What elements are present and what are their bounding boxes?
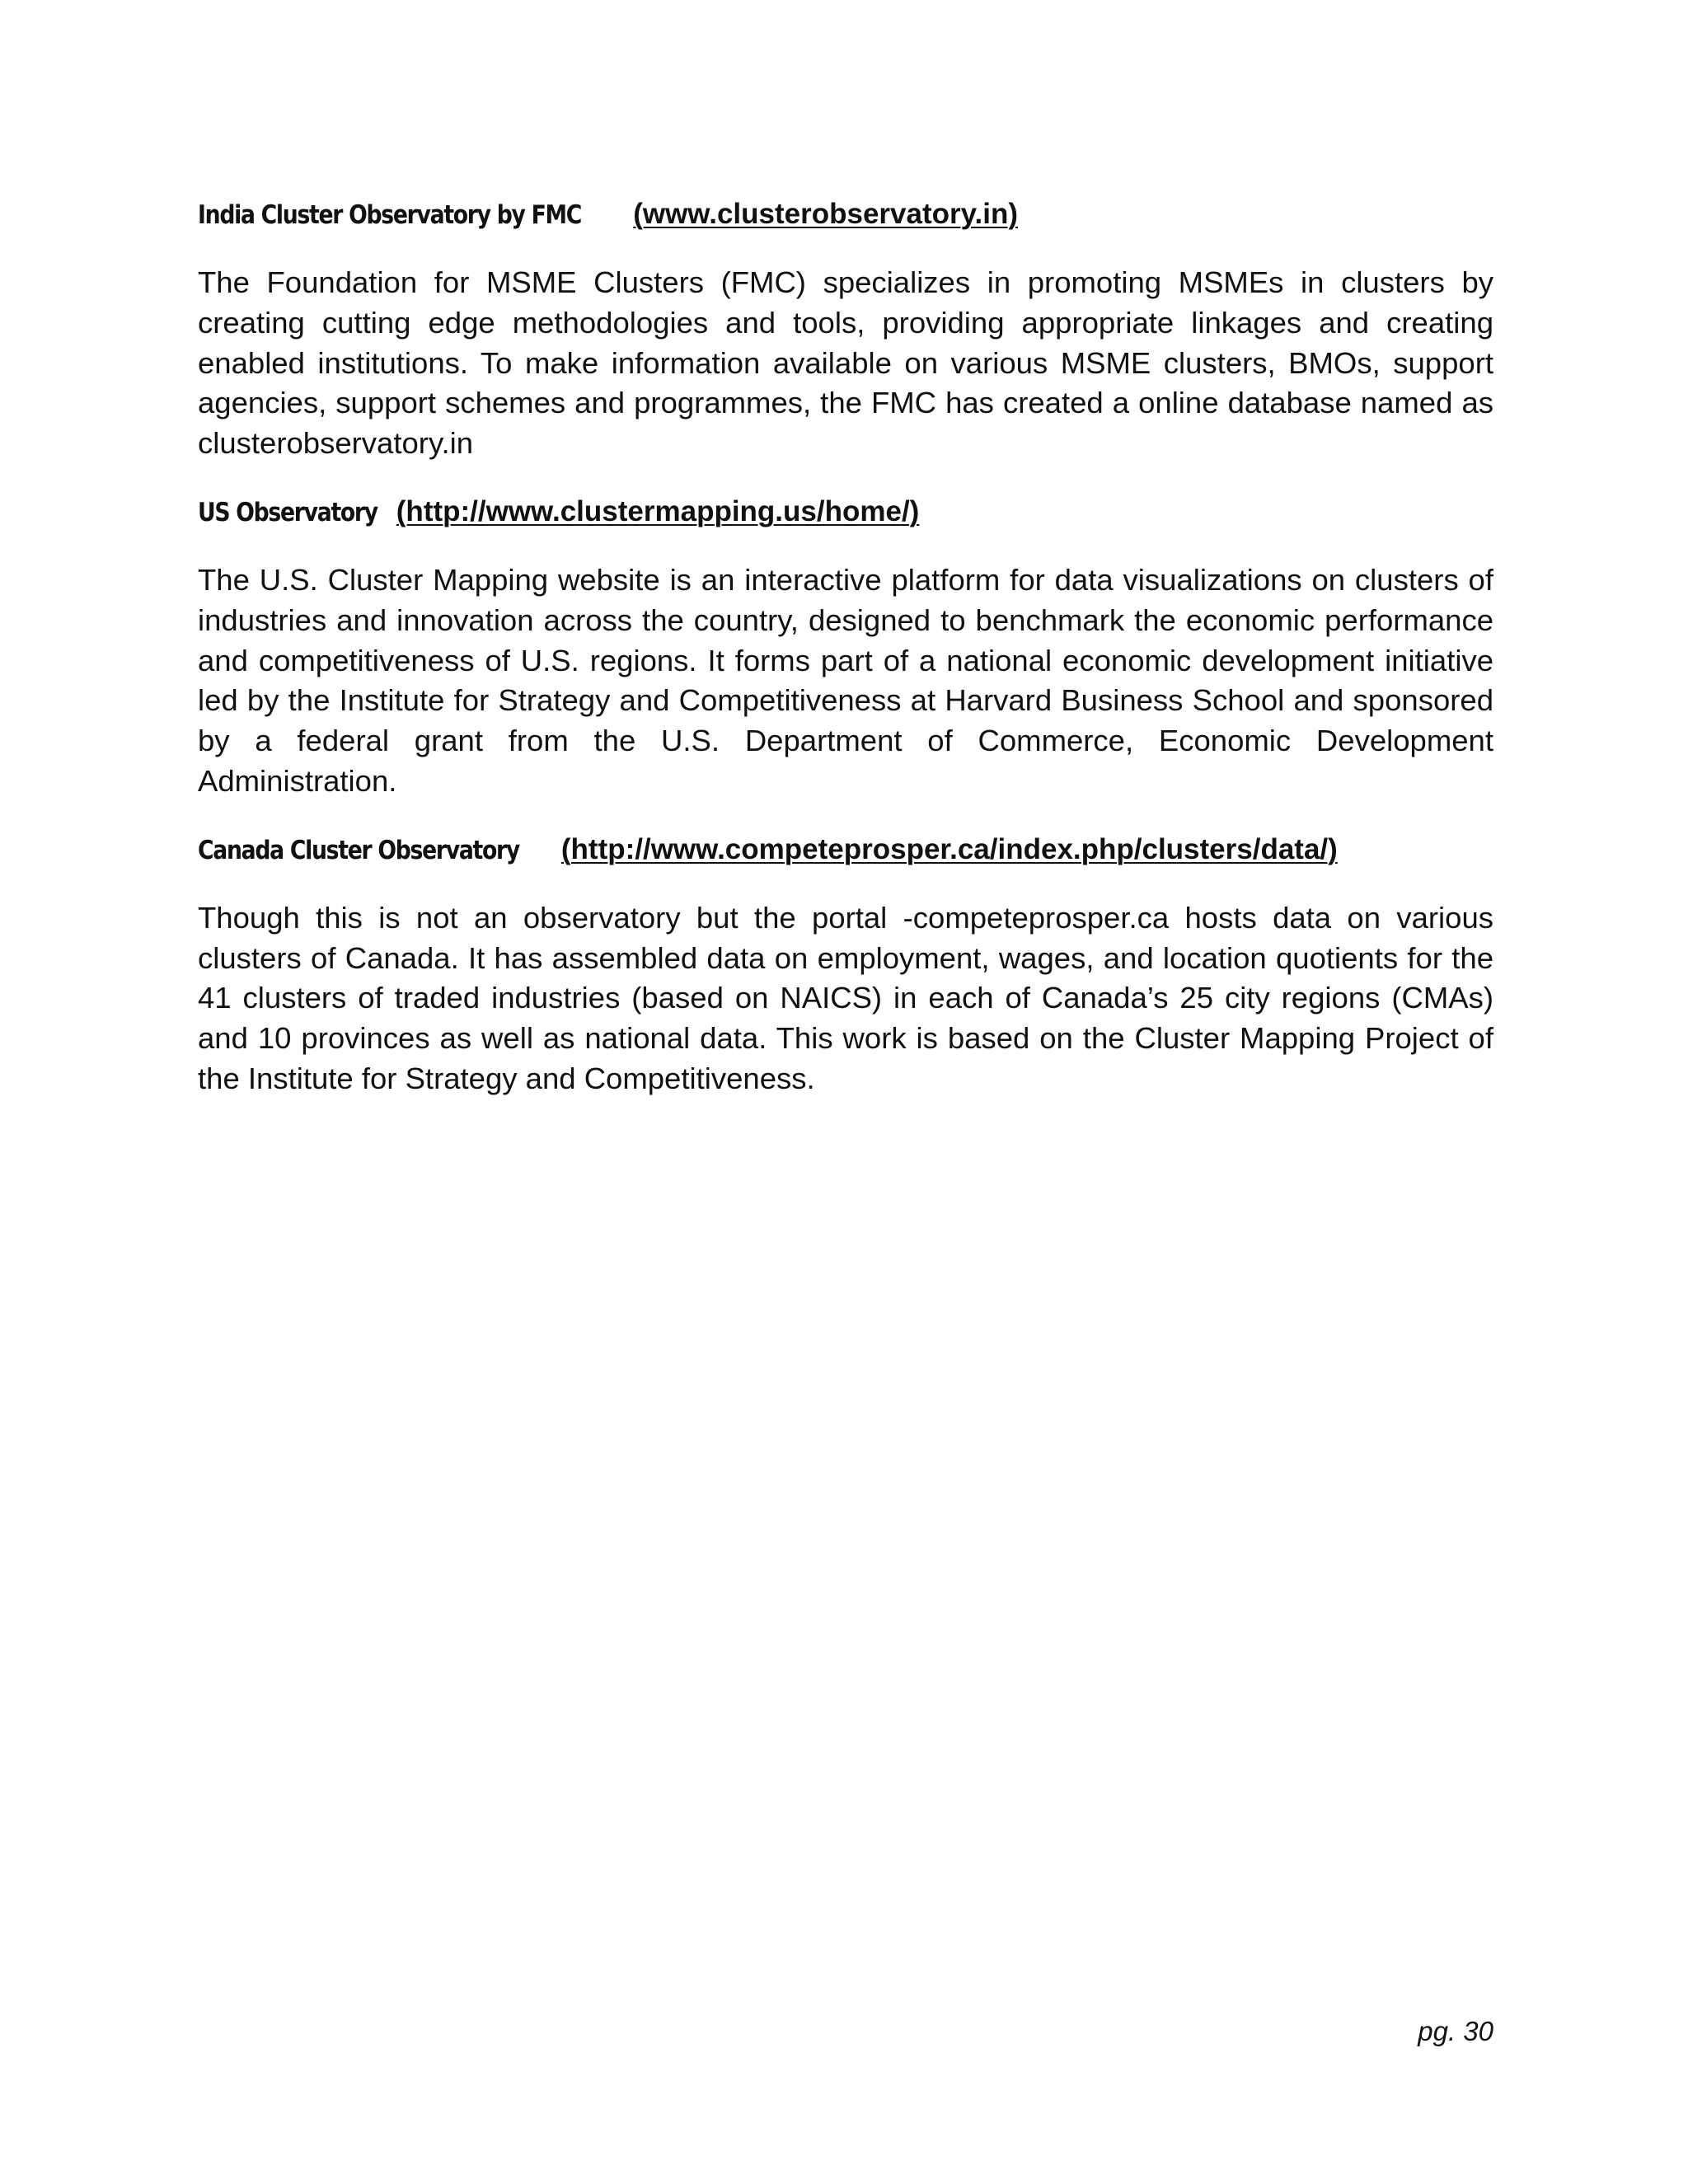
heading-link[interactable]: (http://www.competeprosper.ca/index.php/clusters/data/) bbox=[560, 832, 1338, 865]
section-body: The U.S. Cluster Mapping website is an interactive platform for data visualizations on clusters of industries and innovation across the country, designed to benchmark the economic performance and competitiveness of U.S. regions. It forms part of a national economic development initiative led by the Institute for Strategy and Competitiveness at Harvard Business School and sponsored by a federal grant from the U.S. Department of Commerce, Economic Development Administration. bbox=[198, 562, 1493, 798]
section-body: The Foundation for MSME Clusters (FMC) specializes in promoting MSMEs in clusters by creating cutting edge methodologies and tools, providing appropriate linkages and creating enabled institutions. To make information available on various MSME clusters, BMOs, support agencies, support schemes and programmes, the FMC has created a online database named as clusterobservatory.in bbox=[198, 265, 1493, 461]
document-page bbox=[198, 194, 1493, 1127]
section-heading bbox=[198, 492, 1493, 532]
section-india-cluster-observatory bbox=[198, 194, 1493, 464]
section-us-observatory bbox=[198, 492, 1493, 802]
heading-title: Canada Cluster Observatory bbox=[198, 835, 519, 865]
page-number: pg. 30 bbox=[1418, 2016, 1493, 2046]
heading-title: India Cluster Observatory by FMC bbox=[198, 200, 582, 230]
section-heading bbox=[198, 830, 1493, 870]
section-heading bbox=[198, 194, 1493, 235]
heading-title: US Observatory bbox=[198, 497, 377, 527]
heading-link[interactable]: (www.clusterobservatory.in) bbox=[633, 198, 1018, 230]
heading-link[interactable]: (http://www.clustermapping.us/home/) bbox=[396, 494, 920, 527]
section-canada-cluster-observatory bbox=[198, 830, 1493, 1099]
section-body: Though this is not an observatory but the portal -competeprosper.ca hosts data on various clusters of Canada. It has assembled data on employment, wages, and location quotients for the 41 clusters of traded industries (based on NAICS) in each of Canada’s 25 city regions (CMAs) and 10 provinces as well as national data. This work is based on the Cluster Mapping Project of the Institute for Strategy and Competitiveness. bbox=[198, 900, 1493, 1095]
